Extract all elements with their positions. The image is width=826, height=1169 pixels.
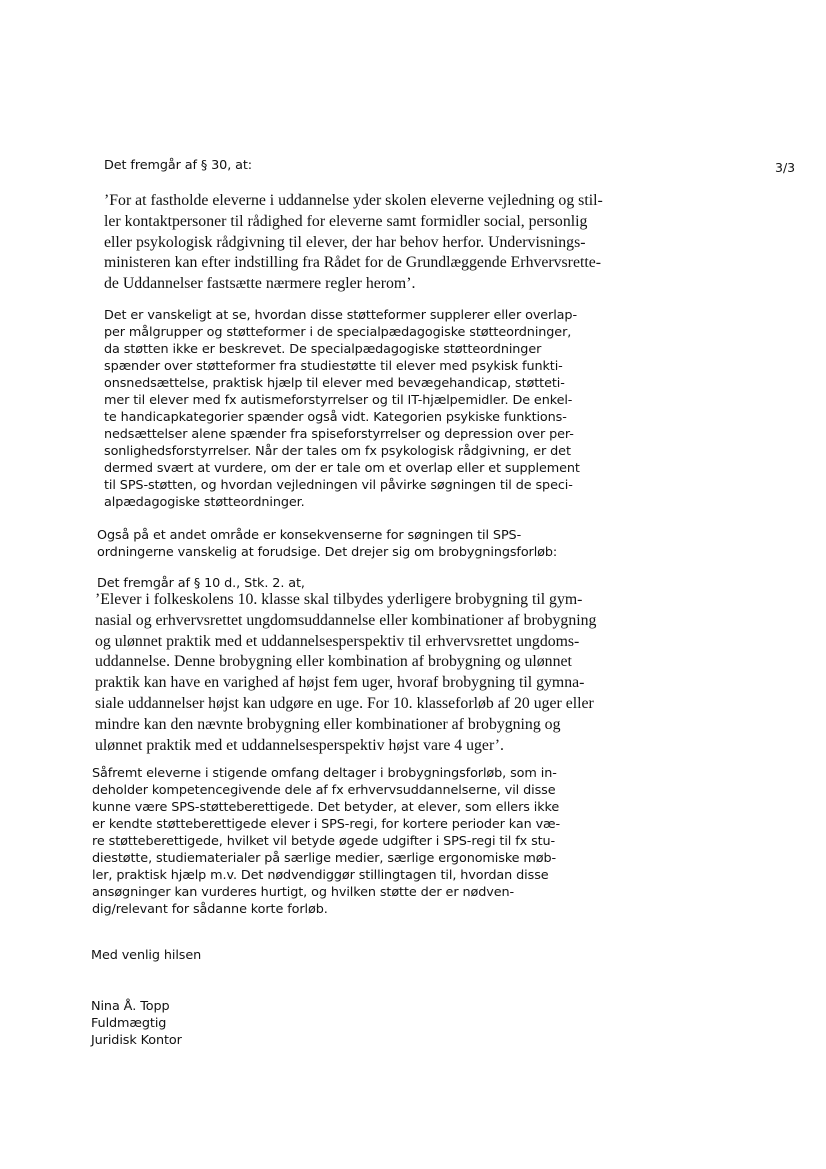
signature-name: Nina Å. Topp xyxy=(91,999,170,1014)
intro-line: Det fremgår af § 30, at: xyxy=(104,158,253,173)
paragraph-line: onsnedsættelse, praktisk hjælp til elever med bevægehandicap, støtteti- xyxy=(104,376,565,391)
paragraph-line: er kendte støtteberettigede elever i SPS-regi, for kortere perioder kan væ- xyxy=(92,817,561,832)
quote-section-10d xyxy=(95,590,596,756)
paragraph-line: deholder kompetencegivende dele af fx erhvervsuddannelserne, vil disse xyxy=(92,783,556,798)
paragraph-line: ansøgninger kan vurderes hurtigt, og hvilken støtte der er nødven- xyxy=(92,885,514,900)
paragraph-line: Såfremt eleverne i stigende omfang deltager i brobygningsforløb, som in- xyxy=(92,766,557,781)
paragraph-line: per målgrupper og støtteformer i de specialpædagogiske støtteordninger, xyxy=(104,325,572,340)
paragraph-line: da støtten ikke er beskrevet. De specialpædagogiske støtteordninger xyxy=(104,342,542,357)
quote-line: ’Elever i folkeskolens 10. klasse skal tilbydes yderligere brobygning til gym- xyxy=(95,591,583,608)
quote-line: og ulønnet praktik med et uddannelsesperspektiv til erhvervsrettet ungdoms- xyxy=(95,632,580,650)
paragraph-line: spænder over støtteformer fra studiestøtte til elever med psykisk funkti- xyxy=(104,359,563,374)
paragraph-line: te handicapkategorier spænder også vidt. Kategorien psykiske funktions- xyxy=(104,410,567,425)
paragraph-line: diestøtte, studiematerialer på særlige medier, særlige ergonomiske møb- xyxy=(92,851,557,866)
paragraph-line: ordningerne vanskelig at forudsige. Det drejer sig om brobygningsforløb: xyxy=(97,545,558,560)
paragraph-line: alpædagogiske støtteordninger. xyxy=(104,495,305,510)
paragraph-line: sonlighedsforstyrrelser. Når der tales om fx psykologisk rådgivning, er det xyxy=(104,444,571,459)
intro-text xyxy=(104,157,252,174)
quote-line: de Uddannelser fastsætte nærmere regler herom’. xyxy=(104,275,416,293)
quote-line: siale uddannelser højst kan udgøre en uge. For 10. klasseforløb af 20 uger eller xyxy=(95,694,594,712)
quote-line: uddannelse. Denne brobygning eller kombination af brobygning og ulønnet xyxy=(95,653,572,671)
paragraph-line: kunne være SPS-støtteberettigede. Det betyder, at elever, som ellers ikke xyxy=(92,800,560,815)
paragraph-line: Det er vanskeligt at se, hvordan disse støtteformer supplerer eller overlap- xyxy=(104,308,577,323)
signature-department: Juridisk Kontor xyxy=(91,1033,182,1048)
paragraph-consequences xyxy=(92,765,560,918)
paragraph-line: nedsættelser alene spænder fra spiseforstyrrelser og depression over per- xyxy=(104,427,574,442)
paragraph-bridging xyxy=(97,527,557,561)
closing-greeting xyxy=(91,947,201,964)
quote-line: ’For at fastholde eleverne i uddannelse yder skolen eleverne vejledning og stil- xyxy=(104,192,603,209)
signature-block xyxy=(91,998,182,1049)
paragraph-line: til SPS-støtten, og hvordan vejledningen vil påvirke søgningen til de speci- xyxy=(104,478,573,493)
quote-line: nasial og erhvervsrettet ungdomsuddannelse eller kombinationer af brobygning xyxy=(95,611,597,629)
quote-line: ler kontaktpersoner til rådighed for eleverne samt formidler social, personlig xyxy=(104,212,588,230)
closing-line: Med venlig hilsen xyxy=(91,948,202,963)
quote-line: ulønnet praktik med et uddannelsesperspektiv højst vare 4 uger’. xyxy=(95,736,504,754)
quote-section-30 xyxy=(104,191,603,295)
paragraph-support-forms xyxy=(104,307,580,511)
paragraph-line: ler, praktisk hjælp m.v. Det nødvendiggør stillingtagen til, hvordan disse xyxy=(92,868,549,883)
page-number: 3/3 xyxy=(775,160,796,175)
reference-line: Det fremgår af § 10 d., Stk. 2. at, xyxy=(97,576,305,591)
quote-line: eller psykologisk rådgivning til elever, der har behov herfor. Undervisnings- xyxy=(104,233,586,251)
paragraph-line: mer til elever med fx autismeforstyrrelser og til IT-hjælpemidler. De enkel- xyxy=(104,393,573,408)
paragraph-line: dig/relevant for sådanne korte forløb. xyxy=(92,902,328,917)
paragraph-line: Også på et andet område er konsekvenserne for søgningen til SPS- xyxy=(97,528,522,543)
signature-title: Fuldmægtig xyxy=(91,1016,167,1031)
quote-line: mindre kan den nævnte brobygning eller kombinationer af brobygning og xyxy=(95,715,561,733)
quote-line: ministeren kan efter indstilling fra Rådet for de Grundlæggende Erhvervsrette- xyxy=(104,254,602,272)
paragraph-line: re støtteberettigede, hvilket vil betyde øgede udgifter i SPS-regi til fx stu- xyxy=(92,834,556,849)
paragraph-line: dermed svært at vurdere, om der er tale om et overlap eller et supplement xyxy=(104,461,580,476)
quote-line: praktik kan have en varighed af højst fem uger, hvoraf brobygning til gymna- xyxy=(95,674,585,692)
